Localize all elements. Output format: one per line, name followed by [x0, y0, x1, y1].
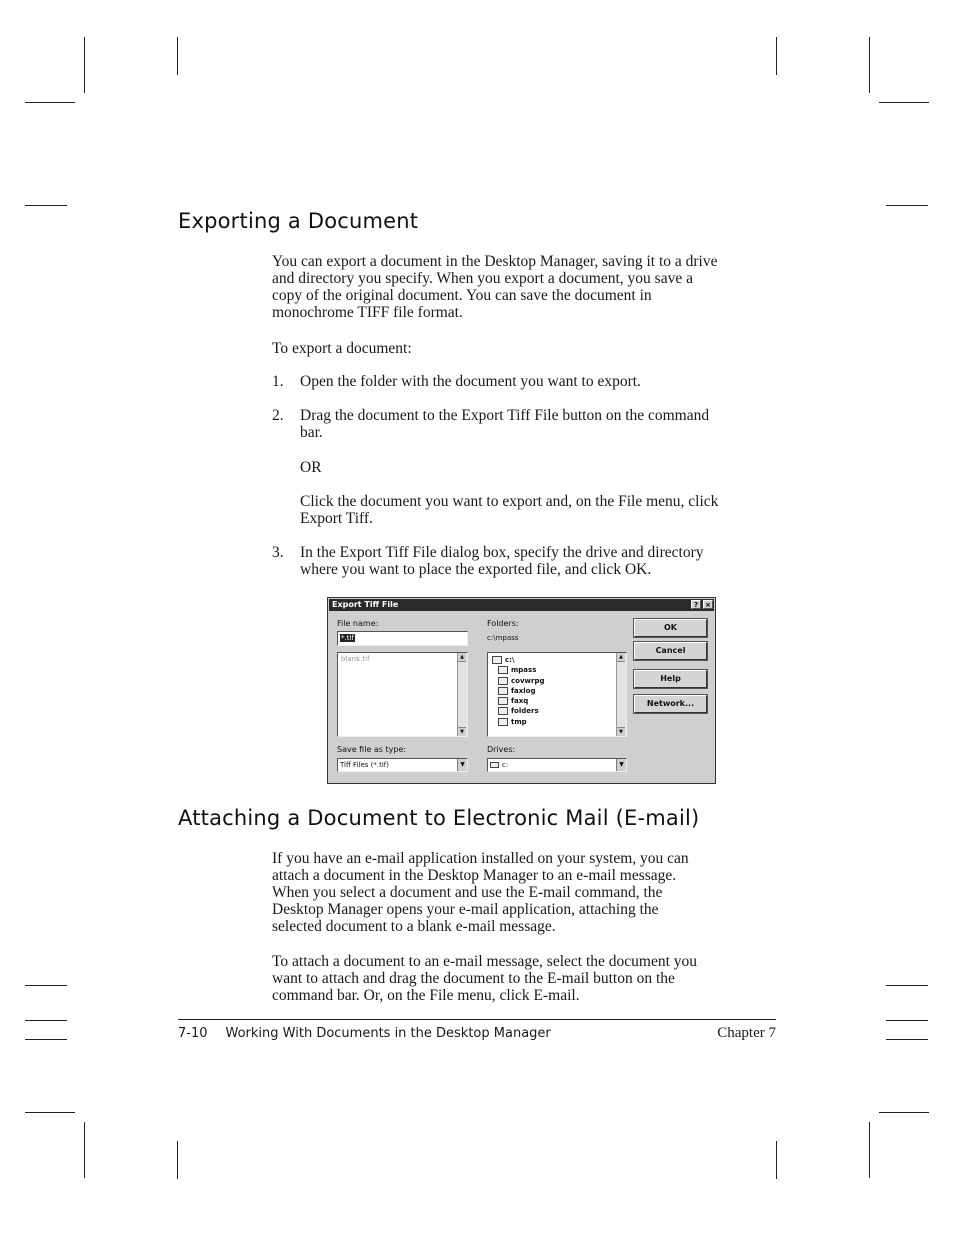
scroll-down-icon[interactable]: ▼ [458, 727, 466, 736]
crop-mark [25, 985, 67, 986]
crop-mark [25, 1020, 67, 1021]
file-name-label: File name: [337, 619, 379, 628]
folders-listbox[interactable] [487, 652, 627, 737]
crop-mark [869, 1122, 870, 1178]
folder-item[interactable]: c:\ [492, 655, 544, 665]
export-lead-text: To export a document: [272, 340, 412, 357]
current-path: c:\mpass [487, 634, 519, 642]
folder-icon [498, 707, 508, 715]
crop-mark [886, 985, 928, 986]
chapter-label: Chapter 7 [717, 1025, 776, 1041]
drive-icon [490, 762, 499, 768]
scroll-down-icon[interactable]: ▼ [617, 727, 625, 736]
help-button[interactable]: Help [634, 670, 707, 688]
footer-rule [178, 1019, 776, 1020]
folder-open-icon [498, 666, 508, 674]
folder-item[interactable]: tmp [492, 717, 544, 727]
save-type-select[interactable] [337, 758, 468, 772]
crop-mark [177, 1141, 178, 1179]
crop-mark [879, 1112, 929, 1113]
email-paragraph: To attach a document to an e-mail message, select the document you want to attach and drag the document to the E-mail button on the command bar. Or, on the File menu, click E-mail. [272, 953, 698, 1004]
crop-mark [25, 102, 75, 103]
file-list-scrollbar[interactable] [457, 653, 467, 736]
dialog-titlebar [329, 599, 714, 611]
export-intro-paragraph: You can export a document in the Desktop Manager, saving it to a drive and directory you specify. When you export a document, you save a copy of the original document. You can save the document in monochrome TIFF file format. [272, 253, 718, 321]
crop-mark [879, 102, 929, 103]
chapter-title: Working With Documents in the Desktop Manager [225, 1026, 551, 1041]
crop-mark [776, 1141, 777, 1179]
drives-select[interactable] [487, 758, 627, 772]
crop-mark [869, 37, 870, 93]
network-button[interactable]: Network... [634, 695, 707, 713]
close-icon[interactable]: × [703, 600, 713, 609]
export-tiff-dialog [327, 597, 716, 784]
folder-icon [498, 677, 508, 685]
folder-item[interactable]: mpass [492, 665, 544, 675]
step-number: 2. [272, 407, 284, 424]
folder-open-icon [492, 656, 502, 664]
step-number: 3. [272, 544, 284, 561]
step-number: 1. [272, 373, 284, 390]
save-type-value: Tiff Files (*.tif) [340, 761, 389, 769]
crop-mark [25, 1112, 75, 1113]
crop-mark [84, 1122, 85, 1178]
file-list-item[interactable]: blank.tif [341, 655, 370, 663]
scroll-up-icon[interactable]: ▲ [458, 653, 466, 662]
cancel-button[interactable]: Cancel [634, 642, 707, 660]
drives-label: Drives: [487, 745, 516, 754]
step-text: In the Export Tiff File dialog box, specify the drive and directory where you want to place the exported file, and click OK. [300, 544, 704, 578]
folders-scrollbar[interactable] [616, 653, 626, 736]
crop-mark [886, 1020, 928, 1021]
crop-mark [177, 37, 178, 75]
step-text: Open the folder with the document you want to export. [300, 373, 641, 390]
folder-item[interactable]: faxlog [492, 686, 544, 696]
crop-mark [25, 205, 67, 206]
section-heading-export: Exporting a Document [178, 209, 419, 233]
crop-mark [25, 1039, 67, 1040]
page-number: 7-10 [178, 1026, 208, 1041]
email-paragraph: If you have an e-mail application installed on your system, you can attach a document in the Desktop Manager to an e-mail message. When you select a document and use the E-mail command, the Desktop Manager opens your e-mail application, attaching the selected document to a blank e-mail message. [272, 850, 689, 935]
folder-item[interactable]: folders [492, 706, 544, 716]
scroll-up-icon[interactable]: ▲ [617, 653, 625, 662]
file-name-value: *.tif [341, 634, 354, 642]
ok-button[interactable]: OK [634, 619, 707, 637]
crop-mark [84, 37, 85, 93]
folder-item[interactable]: covwrpg [492, 676, 544, 686]
crop-mark [886, 1039, 928, 1040]
crop-mark [886, 205, 928, 206]
drives-value: c: [502, 761, 509, 769]
step-alternative-or: OR [300, 459, 322, 476]
help-icon[interactable]: ? [691, 600, 701, 609]
folder-tree [492, 655, 544, 727]
file-listbox[interactable] [337, 652, 468, 737]
dropdown-arrow-icon[interactable]: ▼ [457, 759, 467, 771]
step-text: Drag the document to the Export Tiff File button on the command bar. [300, 407, 710, 441]
section-heading-email: Attaching a Document to Electronic Mail (E-mail) [178, 806, 700, 830]
folder-icon [498, 687, 508, 695]
folder-icon [498, 718, 508, 726]
crop-mark [776, 37, 777, 75]
dialog-title: Export Tiff File [332, 600, 399, 609]
save-type-label: Save file as type: [337, 745, 407, 754]
folders-label: Folders: [487, 619, 519, 628]
footer-left [178, 1026, 551, 1041]
folder-icon [498, 697, 508, 705]
file-name-input[interactable] [337, 631, 468, 646]
step-text: Click the document you want to export and, on the File menu, click Export Tiff. [300, 493, 719, 527]
folder-item[interactable]: faxq [492, 696, 544, 706]
dropdown-arrow-icon[interactable]: ▼ [616, 759, 626, 771]
